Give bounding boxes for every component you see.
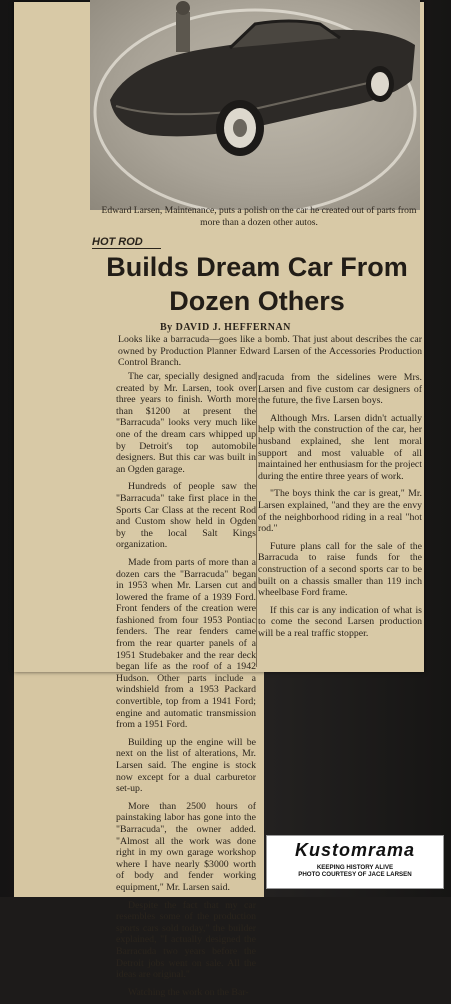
article-headline: Builds Dream Car From Dozen Others	[106, 252, 408, 316]
car-photo	[90, 0, 420, 210]
paragraph: Although Mrs. Larsen didn't actually help with the construction of the car, her husband explained, she lent moral support and most valuable of all maintained her enthusiasm for the project during the entire three years of work.	[258, 412, 422, 482]
paragraph: Despite the fact that my car resembles some of the production sports cars sold today," the builder explained, "I actually designed the Barracuda two years before the Detroit jobs went on sale. All the ideas are original."	[116, 899, 256, 981]
photo-caption: Edward Larsen, Maintenance, puts a polish on the car he created out of parts from more than a dozen other autos.	[101, 205, 417, 228]
watermark-brand: Kustomrama	[294, 840, 416, 860]
column-divider	[256, 372, 257, 667]
lead-paragraph: Looks like a barracuda—goes like a bomb. That just about describes the car owned by Production Planner Edward Larsen of the Accessories Production Control Branch.	[118, 334, 422, 369]
paragraph: Made from parts of more than a dozen cars the "Barracuda" began in 1953 when Mr. Larsen cut and lowered the frame of a 1939 Ford. Front fenders of the creation were fashioned from four 1953 Pontiac fenders. The rear fenders came from the rear quarter panels of a 1951 Studebaker and the rear deck began life as the roof of a 1942 Hudson. Other parts include a windshield from a 1953 Packard convertible, top from a 1941 Ford; engine and automatic transmission from a 1951 Ford.	[116, 556, 256, 731]
kustomrama-watermark	[266, 835, 444, 889]
paragraph: Future plans call for the sale of the Barracuda to raise funds for the construction of a second sports car to be built on a chassis smaller than 119 inch wheelbase Ford frame.	[258, 540, 422, 599]
watermark-slogan: KEEPING HISTORY ALIVE	[316, 864, 394, 871]
paragraph: More than 2500 hours of painstaking labor has gone into the "Barracuda", the owner added. "Almost all the work was done right in my own garage workshop where I have nearly $3000 worth of body and fender working equipment," Mr. Larsen said.	[116, 800, 256, 893]
paragraph: If this car is any indication of what is to come the second Larsen production will be a real traffic stopper.	[258, 604, 422, 639]
left-text-column	[116, 371, 256, 1004]
right-text-column	[258, 372, 422, 645]
byline: By DAVID J. HEFFERNAN	[160, 322, 291, 333]
paragraph: Watching the work on the Bar-	[128, 986, 249, 998]
paragraph: racuda from the sidelines were Mrs. Larsen and five custom car designers of the future, the five Larsen boys.	[258, 372, 422, 407]
section-kicker: HOT ROD	[92, 236, 161, 249]
paragraph: Building up the engine will be next on the list of alterations, Mr. Larsen said. The engine is stock now except for a dual carburetor set-up.	[116, 736, 256, 795]
watermark-credit: PHOTO COURTESY OF JACE LARSEN	[298, 871, 412, 878]
car-illustration	[90, 0, 420, 210]
paragraph: Hundreds of people saw the "Barracuda" take first place in the Sports Car Class at the recent Rod and Custom show held in Ogden by the local Salt Kings organization.	[116, 481, 256, 551]
paragraph: The car, specially designed and created by Mr. Larsen, took over three years to finish. Worth more than $1200 at present the "Barracuda" looks very much like one of the dream cars whipped up by Detroit's top automobile designers. But this car was built in an Ogden garage.	[116, 371, 256, 475]
paragraph: "The boys think the car is great," Mr. Larsen explained, "and they are the envy of the neighborhood riding in a real "hot rod."	[258, 488, 422, 535]
